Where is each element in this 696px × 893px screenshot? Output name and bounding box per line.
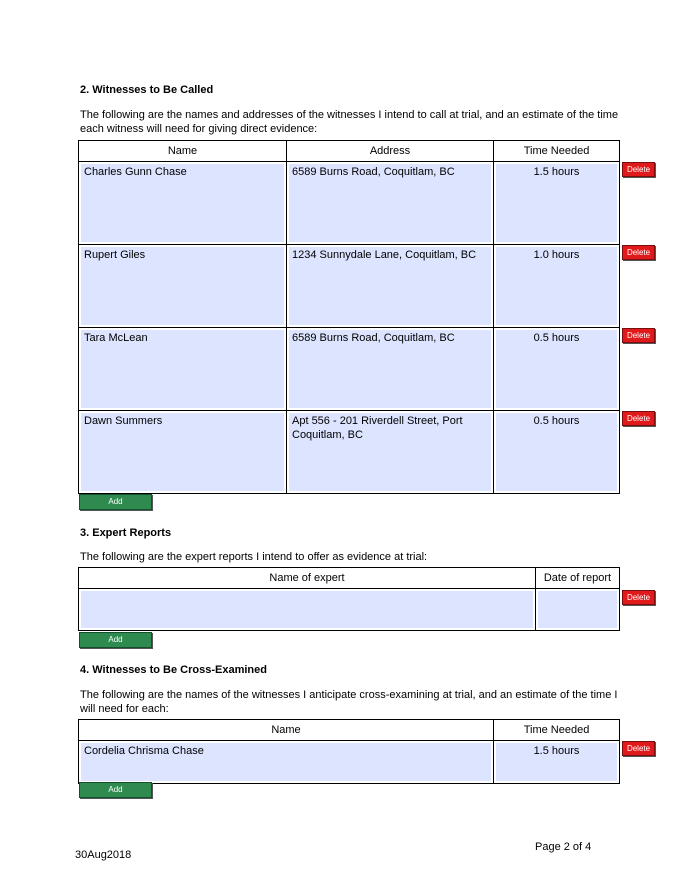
table-row — [79, 162, 620, 245]
delete-row-button[interactable]: Delete — [622, 590, 655, 605]
column-header-date: Date of report — [536, 568, 620, 589]
add-expert-report-button[interactable]: Add — [79, 632, 152, 648]
cross-witness-name-field[interactable]: Cordelia Chrisma Chase — [81, 743, 491, 781]
page-number: Page 2 of 4 — [535, 841, 592, 853]
expert-name-field[interactable] — [81, 591, 533, 628]
cross-witness-time-field[interactable]: 1.5 hours — [496, 743, 617, 781]
witness-address-field[interactable]: Apt 556 - 201 Riverdell Street, Port Coquitlam, BC — [289, 413, 491, 491]
column-header-time: Time Needed — [494, 720, 620, 741]
witness-time-field[interactable]: 1.5 hours — [496, 164, 617, 242]
table-row — [79, 245, 620, 328]
column-header-expert: Name of expert — [79, 568, 536, 589]
witness-time-field[interactable]: 0.5 hours — [496, 413, 617, 491]
column-header-name: Name — [79, 141, 287, 162]
witness-name-field[interactable]: Charles Gunn Chase — [81, 164, 284, 242]
delete-row-button[interactable]: Delete — [622, 411, 655, 426]
add-cross-witness-button[interactable]: Add — [79, 782, 152, 798]
witnesses-called-heading: 2. Witnesses to Be Called — [80, 84, 214, 96]
witness-name-field[interactable]: Tara McLean — [81, 330, 284, 408]
delete-row-button[interactable]: Delete — [622, 328, 655, 343]
column-header-address: Address — [287, 141, 494, 162]
column-header-name: Name — [79, 720, 494, 741]
expert-reports-table — [78, 567, 620, 631]
expert-reports-intro: The following are the expert reports I intend to offer as evidence at trial: — [80, 551, 428, 563]
cross-examined-intro: The following are the names of the witnesses I anticipate cross-examining at trial, and an estimate of the time I will need for each: — [80, 689, 618, 715]
table-row — [79, 741, 620, 784]
column-header-time: Time Needed — [494, 141, 620, 162]
delete-row-button[interactable]: Delete — [622, 245, 655, 260]
delete-row-button[interactable]: Delete — [622, 162, 655, 177]
witness-name-field[interactable]: Rupert Giles — [81, 247, 284, 325]
add-witness-button[interactable]: Add — [79, 494, 152, 510]
witness-name-field[interactable]: Dawn Summers — [81, 413, 284, 491]
report-date-field[interactable] — [538, 591, 617, 628]
witness-time-field[interactable]: 0.5 hours — [496, 330, 617, 408]
witnesses-called-intro: The following are the names and addresses of the witnesses I intend to call at trial, and an estimate of the time each witness will need for giving direct evidence: — [80, 109, 619, 135]
witness-address-field[interactable]: 1234 Sunnydale Lane, Coquitlam, BC — [289, 247, 491, 325]
expert-reports-heading: 3. Expert Reports — [80, 527, 172, 539]
table-row — [79, 411, 620, 494]
witnesses-called-table — [78, 140, 620, 494]
delete-row-button[interactable]: Delete — [622, 741, 655, 756]
witness-time-field[interactable]: 1.0 hours — [496, 247, 617, 325]
witness-address-field[interactable]: 6589 Burns Road, Coquitlam, BC — [289, 330, 491, 408]
cross-examined-table — [78, 719, 620, 784]
table-row — [79, 589, 620, 631]
cross-examined-heading: 4. Witnesses to Be Cross-Examined — [80, 664, 267, 676]
table-row — [79, 328, 620, 411]
witness-address-field[interactable]: 6589 Burns Road, Coquitlam, BC — [289, 164, 491, 242]
form-version-date: 30Aug2018 — [75, 849, 132, 861]
